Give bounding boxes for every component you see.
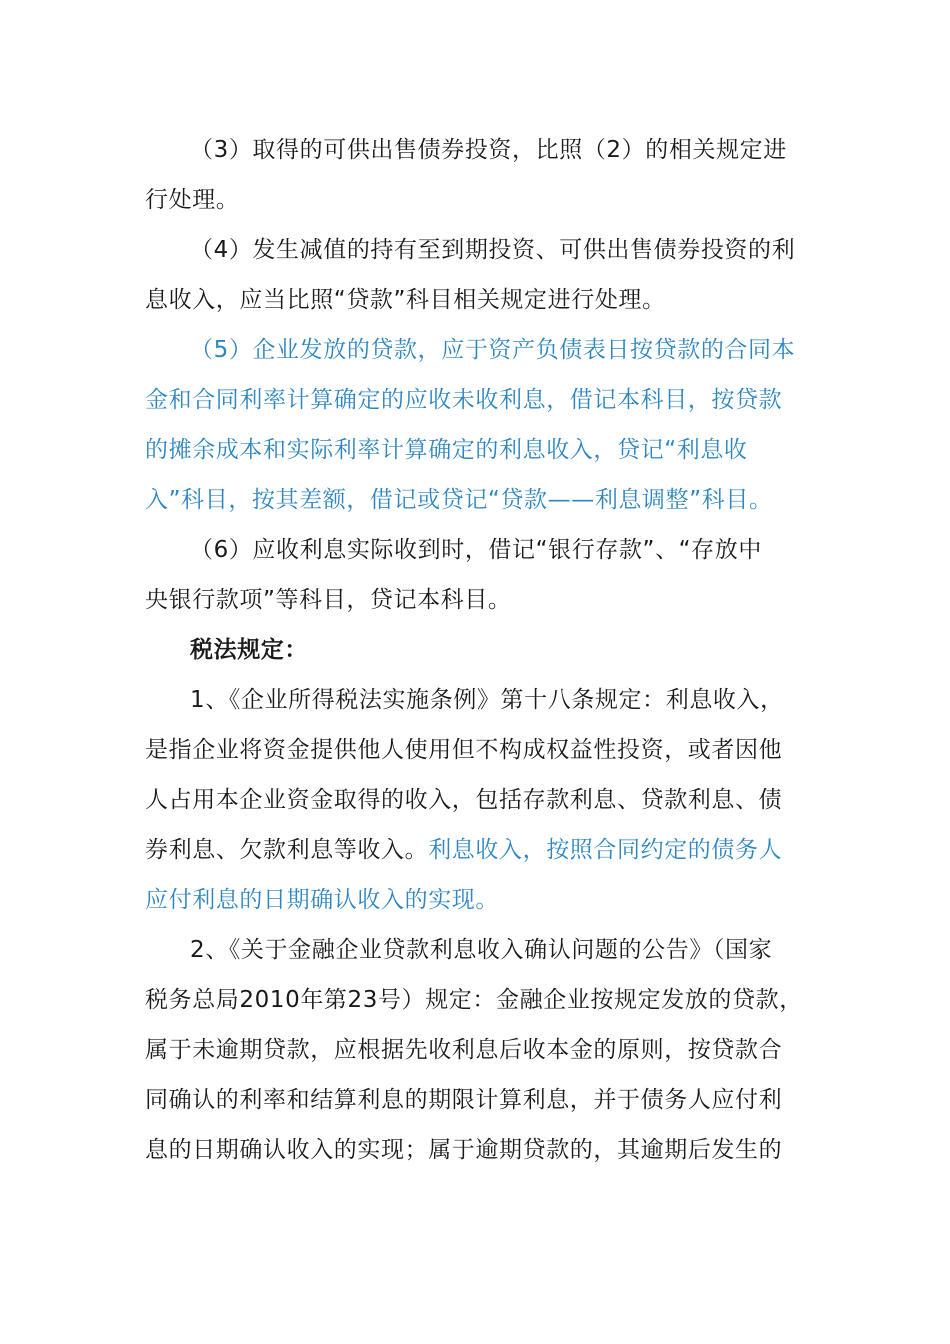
text-line-16 xyxy=(145,884,499,916)
text-segment: 央银行款项”等科目，贷记本科目。 xyxy=(145,587,512,613)
heading-text: 税法规定： xyxy=(190,637,308,663)
text-line-7 xyxy=(145,434,748,466)
text-line-15 xyxy=(145,834,782,866)
text-line-10 xyxy=(145,584,512,616)
highlighted-text-segment: 入”科目，按其差额，借记或贷记“贷款——利息调整”科目。 xyxy=(145,487,773,513)
text-segment: 属于未逾期贷款，应根据先收利息后收本金的原则，按贷款合 xyxy=(145,1037,783,1063)
text-segment: 1、《企业所得税法实施条例》第十八条规定：利息收入， xyxy=(190,687,784,713)
text-segment: 同确认的利率和结算利息的期限计算利息，并于债务人应付利 xyxy=(145,1087,783,1113)
text-line-4 xyxy=(145,284,666,316)
text-line-21 xyxy=(145,1134,782,1166)
highlighted-text-segment: 金和合同利率计算确定的应收未收利息，借记本科目，按贷款 xyxy=(145,387,783,413)
text-line-5 xyxy=(190,334,795,366)
text-segment: 2、《关于金融企业贷款利息收入确认问题的公告》（国家 xyxy=(190,937,773,963)
highlighted-text-segment: （5）企业发放的贷款，应于资产负债表日按贷款的合同本 xyxy=(190,337,796,363)
text-line-1 xyxy=(190,134,787,166)
text-line-9 xyxy=(190,534,762,566)
text-line-2 xyxy=(145,184,239,216)
text-segment: 是指企业将资金提供他人使用但不构成权益性投资，或者因他 xyxy=(145,737,783,763)
text-segment: 行处理。 xyxy=(145,187,240,213)
section-heading xyxy=(190,634,308,666)
text-line-6 xyxy=(145,384,782,416)
text-segment: 息的日期确认收入的实现；属于逾期贷款的，其逾期后发生的 xyxy=(145,1137,783,1163)
text-line-12 xyxy=(190,684,784,716)
text-line-18 xyxy=(145,984,803,1016)
text-line-14 xyxy=(145,784,782,816)
highlighted-text-segment: 利息收入，按照合同约定的债务人 xyxy=(428,837,783,863)
highlighted-text-segment: 应付利息的日期确认收入的实现。 xyxy=(145,887,499,913)
highlighted-text-segment: 的摊余成本和实际利率计算确定的利息收入，贷记“利息收 xyxy=(145,437,748,463)
text-line-19 xyxy=(145,1034,782,1066)
text-segment: 人占用本企业资金取得的收入，包括存款利息、贷款利息、债 xyxy=(145,787,783,813)
text-line-13 xyxy=(145,734,782,766)
text-line-20 xyxy=(145,1084,782,1116)
text-segment: （3）取得的可供出售债券投资，比照（2）的相关规定进 xyxy=(190,137,787,163)
text-segment: 券利息、欠款利息等收入。 xyxy=(145,837,429,863)
text-segment: 税务总局2010年第23号）规定：金融企业按规定发放的贷款， xyxy=(145,987,803,1013)
text-segment: （4）发生减值的持有至到期投资、可供出售债券投资的利 xyxy=(190,237,796,263)
text-segment: 息收入，应当比照“贷款”科目相关规定进行处理。 xyxy=(145,287,666,313)
text-line-8 xyxy=(145,484,773,516)
text-line-17 xyxy=(190,934,772,966)
text-segment: （6）应收利息实际收到时，借记“银行存款”、“存放中 xyxy=(190,537,762,563)
text-line-3 xyxy=(190,234,795,266)
